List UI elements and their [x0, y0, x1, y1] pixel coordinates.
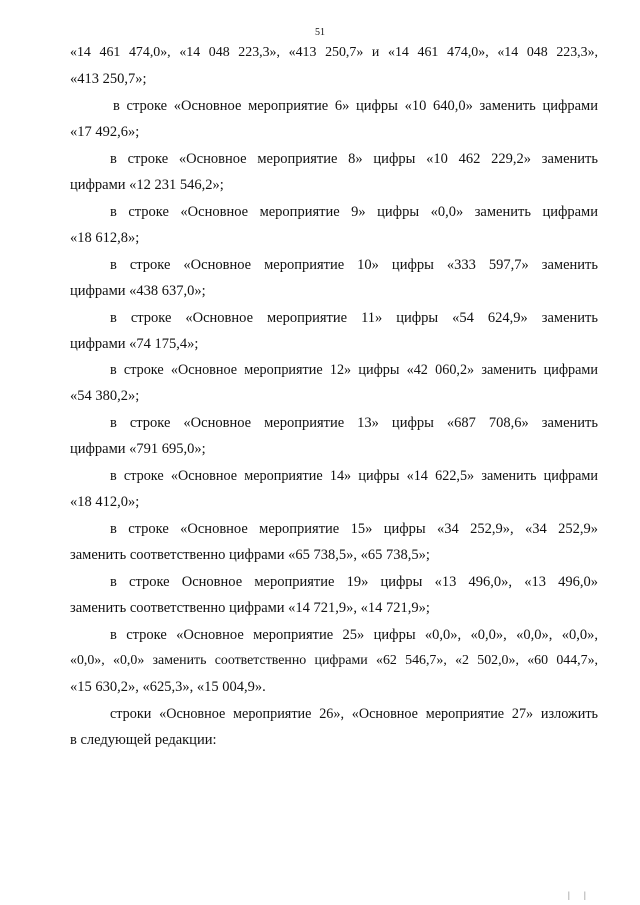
text-line: в строке «Основное мероприятие 11» цифры «54 624,9» заменить — [110, 310, 598, 326]
text-line: в следующей редакции: — [70, 732, 217, 748]
text-line: заменить соответственно цифрами «65 738,5», «65 738,5»; — [70, 547, 430, 563]
text-line: строки «Основное мероприятие 26», «Основное мероприятие 27» изложить — [110, 706, 598, 722]
text-line: «18 612,8»; — [70, 230, 140, 246]
text-line: в строке «Основное мероприятие 9» цифры «0,0» заменить цифрами — [110, 204, 598, 220]
text-line: «15 630,2», «625,3», «15 004,9». — [70, 679, 266, 695]
page-number: 51 — [315, 27, 325, 38]
text-line: «14 461 474,0», «14 048 223,3», «413 250,7» и «14 461 474,0», «14 048 223,3», — [70, 45, 598, 60]
text-line: «413 250,7»; — [70, 71, 147, 87]
text-line: цифрами «74 175,4»; — [70, 336, 199, 352]
text-line: в строке «Основное мероприятие 25» цифры «0,0», «0,0», «0,0», «0,0», — [110, 627, 598, 643]
text-line: «54 380,2»; — [70, 388, 140, 404]
text-line: «17 492,6»; — [70, 124, 140, 140]
text-line: в строке «Основное мероприятие 15» цифры «34 252,9», «34 252,9» — [110, 521, 598, 537]
text-line: в строке «Основное мероприятие 8» цифры «10 462 229,2» заменить — [110, 151, 598, 167]
text-line: в строке «Основное мероприятие 6» цифры «10 640,0» заменить цифрами — [113, 98, 598, 114]
text-line: «0,0», «0,0» заменить соответственно цифрами «62 546,7», «2 502,0», «60 044,7», — [70, 653, 598, 668]
text-line: заменить соответственно цифрами «14 721,9», «14 721,9»; — [70, 600, 430, 616]
text-line: «18 412,0»; — [70, 494, 140, 510]
text-line: цифрами «12 231 546,2»; — [70, 177, 224, 193]
text-line: в строке «Основное мероприятие 14» цифры «14 622,5» заменить цифрами — [110, 468, 598, 484]
text-line: цифрами «791 695,0»; — [70, 441, 206, 457]
text-line: в строке Основное мероприятие 19» цифры «13 496,0», «13 496,0» — [110, 574, 598, 590]
text-line: в строке «Основное мероприятие 12» цифры «42 060,2» заменить цифрами — [110, 362, 598, 378]
footer-marks: | | — [568, 890, 592, 900]
text-line: в строке «Основное мероприятие 10» цифры «333 597,7» заменить — [110, 257, 598, 273]
text-line: в строке «Основное мероприятие 13» цифры «687 708,6» заменить — [110, 415, 598, 431]
text-line: цифрами «438 637,0»; — [70, 283, 206, 299]
